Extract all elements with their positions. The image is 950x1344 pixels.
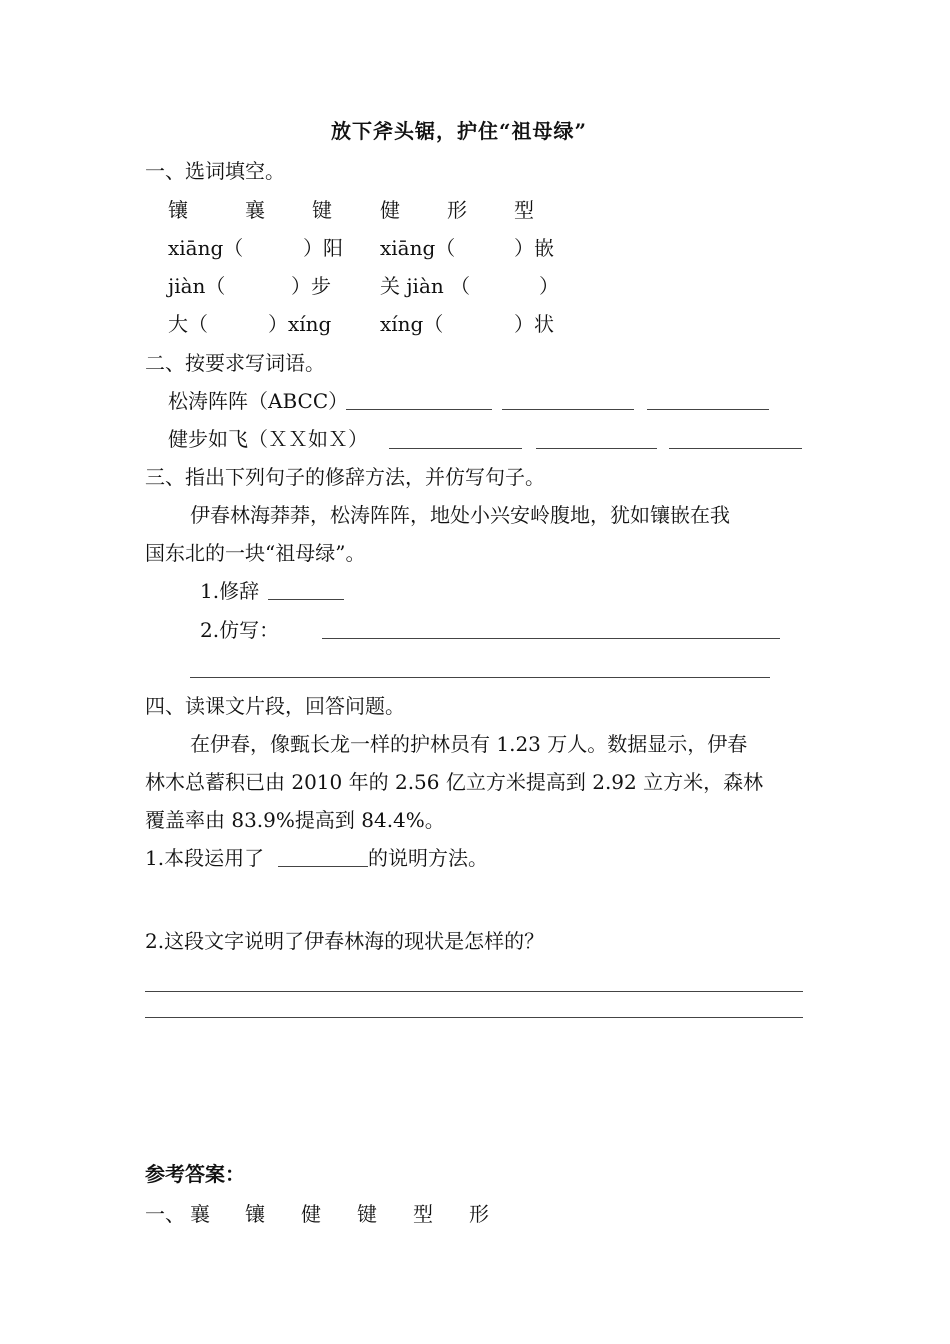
answer-line[interactable] (536, 448, 657, 449)
question-label: 2.仿写： (200, 618, 280, 642)
fill-prompt: ）阳 (303, 236, 343, 260)
word-choice: 襄 (245, 198, 265, 222)
answer-key-word: 型 (413, 1202, 433, 1226)
paragraph-line: 国东北的一块“祖母绿”。 (145, 541, 366, 565)
paragraph-line: 伊春林海莽莽，松涛阵阵，地处小兴安岭腹地，犹如镶嵌在我 (190, 503, 730, 527)
answer-line[interactable] (190, 677, 770, 678)
fill-prompt: ）嵌 (514, 236, 554, 260)
answer-line[interactable] (278, 866, 368, 867)
word-choice: 键 (312, 198, 332, 222)
answer-key-word: 镶 (245, 1202, 265, 1226)
section2-heading: 二、按要求写词语。 (145, 351, 325, 375)
fill-prompt: ） (539, 274, 559, 298)
answer-line[interactable] (669, 448, 802, 449)
answer-key-word: 襄 (190, 1202, 210, 1226)
paragraph-line: 林木总蓄积已由 2010 年的 2.56 亿立方米提高到 2.92 立方米，森林 (145, 770, 764, 794)
fill-prompt: 关 jiàn （ (380, 274, 471, 298)
section3-heading: 三、指出下列句子的修辞方法，并仿写句子。 (145, 465, 545, 489)
word-choice: 型 (514, 198, 534, 222)
question-label: 1.修辞 (200, 579, 260, 603)
paragraph-line: 覆盖率由 83.9%提高到 84.4%。 (145, 808, 445, 832)
answer-line[interactable] (346, 409, 492, 410)
answers-heading: 参考答案： (145, 1162, 245, 1186)
word-choice: 健 (380, 198, 400, 222)
answer-line[interactable] (268, 599, 344, 600)
word-task-label: 健步如飞（ＸＸ如Ｘ） (168, 427, 368, 451)
paragraph-line: 在伊春，像甄长龙一样的护林员有 1.23 万人。数据显示，伊春 (190, 732, 748, 756)
section1-heading: 一、选词填空。 (145, 159, 285, 183)
question-label: 的说明方法。 (368, 846, 488, 870)
fill-prompt: jiàn（ (168, 274, 226, 298)
answer-line[interactable] (389, 448, 522, 449)
fill-prompt: ）状 (514, 312, 554, 336)
answer-line[interactable] (145, 991, 803, 992)
answer-line[interactable] (647, 409, 769, 410)
question-label: 2.这段文字说明了伊春林海的现状是怎样的？ (145, 929, 545, 953)
fill-prompt: xíng（ (380, 312, 444, 336)
answer-key-word: 键 (357, 1202, 377, 1226)
fill-prompt: xiāng（ (168, 236, 244, 260)
word-task-label: 松涛阵阵（ABCC） (168, 389, 349, 413)
section4-heading: 四、读课文片段，回答问题。 (145, 694, 405, 718)
answer-key-word: 健 (301, 1202, 321, 1226)
fill-prompt: ）步 (291, 274, 331, 298)
answer-line[interactable] (502, 409, 634, 410)
fill-prompt: ）xíng (268, 312, 332, 336)
answer-line[interactable] (145, 1017, 803, 1018)
fill-prompt: 大（ (168, 312, 208, 336)
word-choice: 形 (447, 198, 467, 222)
page-title: 放下斧头锯，护住“祖母绿” (331, 119, 588, 143)
answer-key-word: 形 (469, 1202, 489, 1226)
answer-line[interactable] (322, 638, 780, 639)
question-label: 1.本段运用了 (145, 846, 265, 870)
word-choice: 镶 (168, 198, 188, 222)
fill-prompt: xiāng（ (380, 236, 456, 260)
answer-key-prefix: 一、 (145, 1202, 185, 1226)
